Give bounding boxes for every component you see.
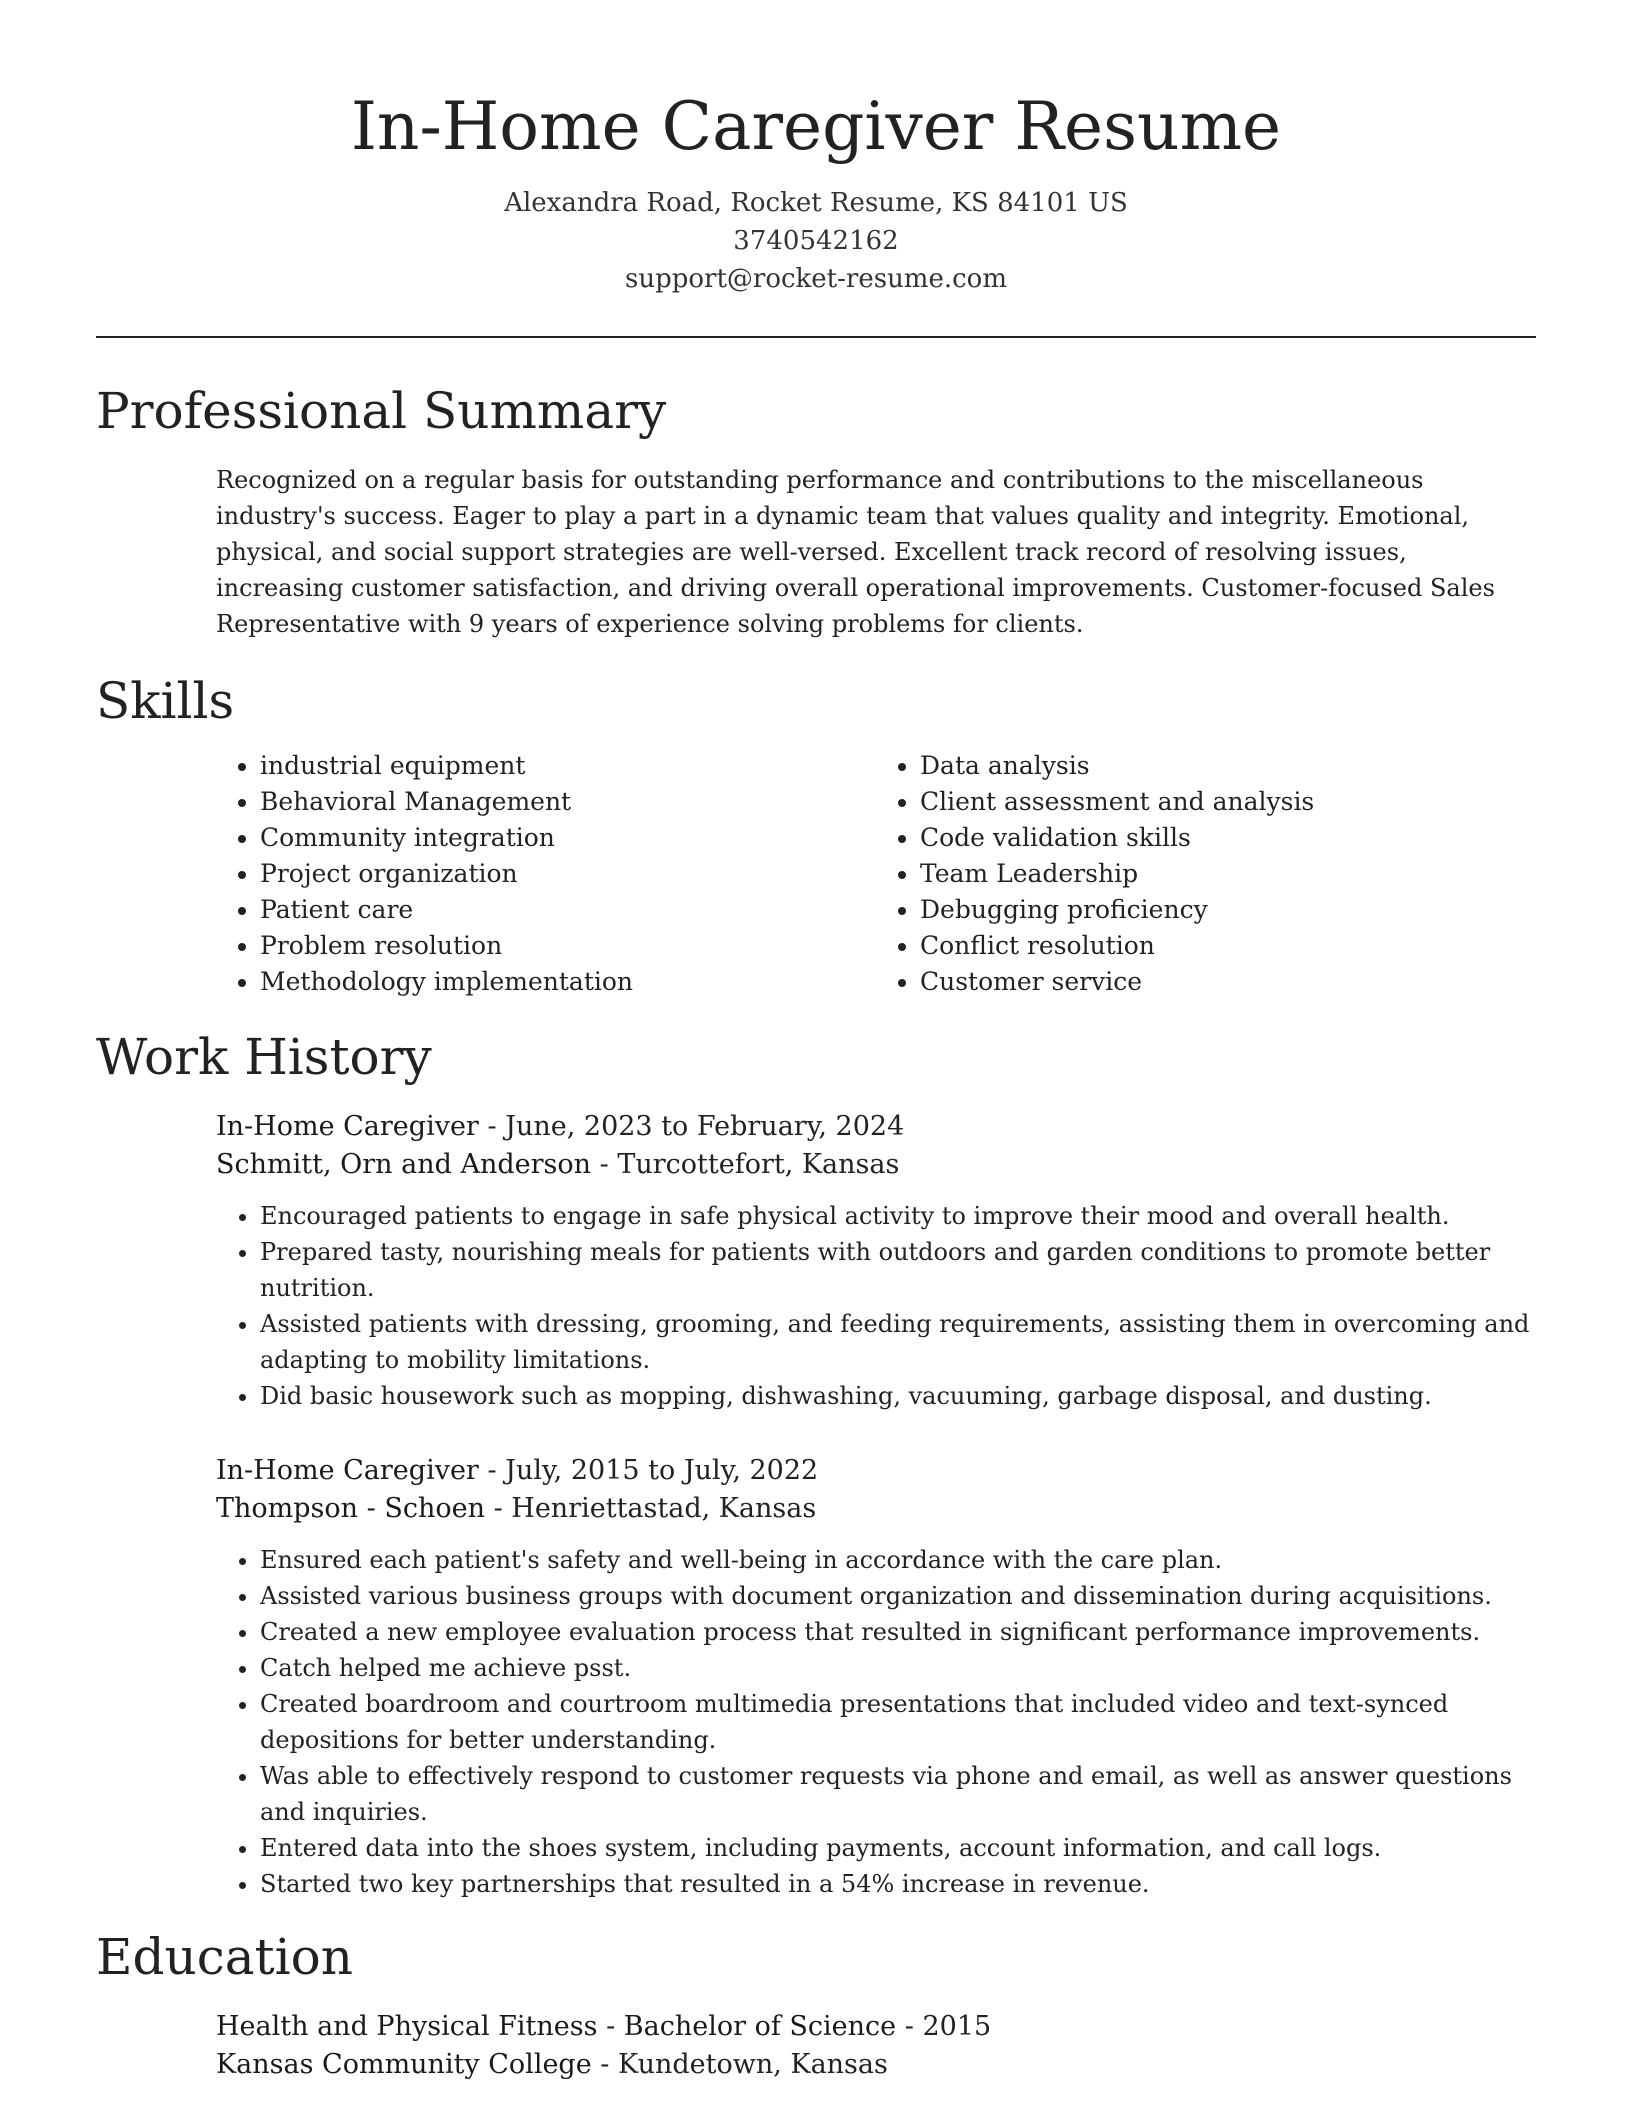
job-location: Henriettastad, Kansas: [511, 1493, 817, 1524]
job-bullets: [216, 1542, 1536, 1902]
job-separator: -: [493, 1493, 512, 1524]
education-degree-line: [216, 2008, 1536, 2046]
job-bullet: • Prepared tasty, nourishing meals for patients with outdoors and garden conditions to promote better nutrition.: [260, 1234, 1536, 1306]
job-title-line: [216, 1452, 1536, 1490]
contact-email: support@rocket-resume.com: [624, 264, 1007, 294]
job-bullet: • Catch helped me achieve psst.: [260, 1650, 1536, 1686]
job-bullet: • Assisted various business groups with document organization and dissemination during acquisitions.: [260, 1578, 1536, 1614]
job-bullet: • Was able to effectively respond to customer requests via phone and email, as well as answer questions and inquiries.: [260, 1758, 1536, 1830]
job-bullet: • Did basic housework such as mopping, dishwashing, vacuuming, garbage disposal, and dusting.: [260, 1378, 1536, 1414]
skill-item: • Community integration: [260, 820, 876, 856]
education-year: 2015: [922, 2011, 992, 2042]
skill-item: • Debugging proficiency: [920, 892, 1536, 928]
job-bullet: • Encouraged patients to engage in safe physical activity to improve their mood and overall health.: [260, 1198, 1536, 1234]
job-company: Thompson - Schoen: [216, 1493, 485, 1524]
job-role: In-Home Caregiver: [216, 1111, 479, 1142]
contact-phone: 3740542162: [733, 226, 899, 256]
job-location: Turcottefort, Kansas: [617, 1149, 900, 1180]
education-school-line: [216, 2046, 1536, 2084]
header-divider: [96, 336, 1536, 338]
contact-info: [96, 184, 1536, 298]
job-company: Schmitt, Orn and Anderson: [216, 1149, 592, 1180]
section-work-history: [96, 1024, 1536, 1902]
job-entry: [216, 1452, 1536, 1902]
job-separator: -: [487, 1111, 506, 1142]
section-professional-summary: [96, 378, 1536, 642]
job-company-line: [216, 1146, 1536, 1184]
job-entry: [216, 1108, 1536, 1414]
section-title-summary: Professional Summary: [96, 382, 667, 440]
skill-item: • Problem resolution: [260, 928, 876, 964]
skills-body: [96, 748, 1536, 1000]
job-bullet: • Created boardroom and courtroom multimedia presentations that included video and text-synced depositions for better understanding.: [260, 1686, 1536, 1758]
job-role: In-Home Caregiver: [216, 1455, 479, 1486]
section-education: [96, 1924, 1536, 2084]
education-location: Kundetown, Kansas: [618, 2049, 888, 2080]
skill-item: • Methodology implementation: [260, 964, 876, 1000]
job-bullet: • Created a new employee evaluation process that resulted in significant performance improvements.: [260, 1614, 1536, 1650]
skills-column-left: [216, 748, 876, 1000]
section-skills: [96, 668, 1536, 1000]
resume-header: [96, 0, 1536, 298]
skills-grid: [216, 748, 1536, 1000]
skill-item: • Client assessment and analysis: [920, 784, 1536, 820]
job-title-line: [216, 1108, 1536, 1146]
skill-item: • Behavioral Management: [260, 784, 876, 820]
education-separator: -: [606, 2011, 624, 2042]
skill-item: • Project organization: [260, 856, 876, 892]
education-body: [96, 2008, 1536, 2084]
education-field: Health and Physical Fitness: [216, 2011, 598, 2042]
education-degree: Bachelor of Science: [623, 2011, 897, 2042]
page-title: In-Home Caregiver Resume: [350, 88, 1282, 165]
job-bullet: • Ensured each patient's safety and well-being in accordance with the care plan.: [260, 1542, 1536, 1578]
summary-text: Recognized on a regular basis for outstanding performance and contributions to the miscellaneous industry's success. Eager to play a part in a dynamic team that values quality and integrity. Emotional, physical, and social support strategies are well-versed. Excellent track record of resolving issues, increasing customer satisfaction, and driving overall operational improvements. Customer-focused Sales Representative with 9 years of experience solving problems for clients.: [216, 466, 1495, 638]
work-body: [96, 1108, 1536, 1902]
section-title-work: Work History: [96, 1028, 432, 1086]
education-separator: -: [600, 2049, 619, 2080]
skill-item: • Code validation skills: [920, 820, 1536, 856]
education-entry: [216, 2008, 1536, 2084]
job-bullets: [216, 1198, 1536, 1414]
education-separator: -: [904, 2011, 923, 2042]
job-bullet: • Started two key partnerships that resulted in a 54% increase in revenue.: [260, 1866, 1536, 1902]
job-bullet: • Assisted patients with dressing, grooming, and feeding requirements, assisting them in overcoming and adapting to mobility limitations.: [260, 1306, 1536, 1378]
contact-address: Alexandra Road, Rocket Resume, KS 84101 US: [504, 188, 1128, 218]
job-separator: -: [487, 1455, 506, 1486]
summary-body: [96, 462, 1536, 642]
skill-item: • Conflict resolution: [920, 928, 1536, 964]
job-bullet: • Entered data into the shoes system, including payments, account information, and call logs.: [260, 1830, 1536, 1866]
section-title-skills: Skills: [96, 672, 235, 730]
skill-item: • Team Leadership: [920, 856, 1536, 892]
skill-item: • Data analysis: [920, 748, 1536, 784]
job-separator: -: [599, 1149, 618, 1180]
skill-item: • industrial equipment: [260, 748, 876, 784]
education-school: Kansas Community College: [216, 2049, 592, 2080]
job-dates: June, 2023 to February, 2024: [505, 1111, 905, 1142]
skills-column-right: [876, 748, 1536, 1000]
skill-item: • Patient care: [260, 892, 876, 928]
job-dates: July, 2015 to July, 2022: [505, 1455, 819, 1486]
section-title-education: Education: [96, 1928, 353, 1986]
skill-item: • Customer service: [920, 964, 1536, 1000]
job-company-line: [216, 1490, 1536, 1528]
